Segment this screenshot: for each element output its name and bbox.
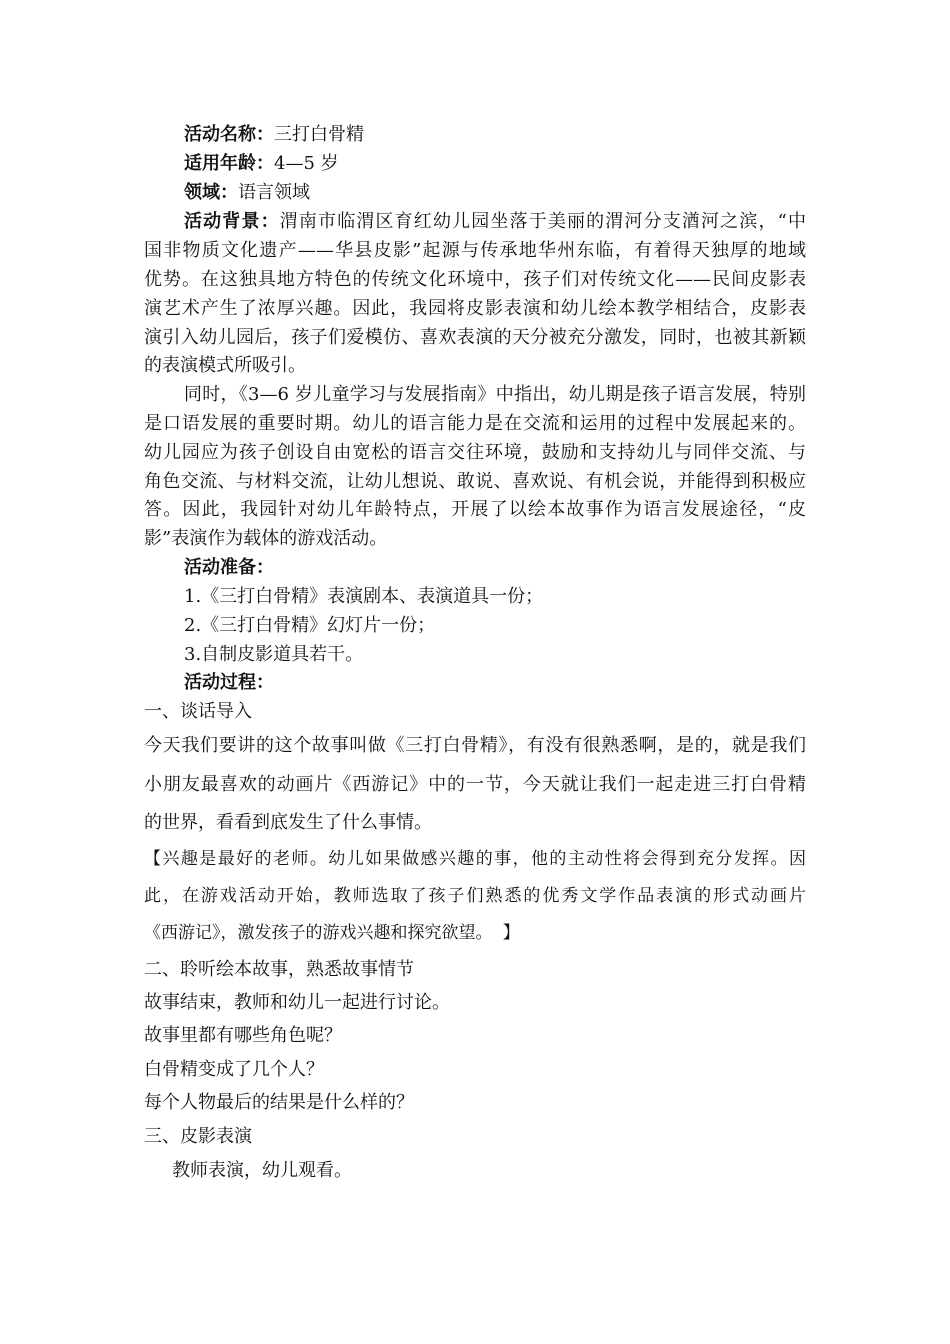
background-text: 渭南市临渭区育红幼儿园坐落于美丽的渭河分支湭河之滨，“中 bbox=[279, 211, 806, 232]
prep-item-1: 1.《三打白骨精》表演剧本、表演道具一份； bbox=[184, 586, 544, 607]
commentary-line-3: 《西游记》，激发孩子的游戏兴趣和探究欲望。 】 bbox=[144, 923, 520, 943]
prep-item-3: 3.自制皮影道具若干。 bbox=[184, 644, 364, 665]
prep-heading: 活动准备： bbox=[184, 557, 274, 578]
section-3-title: 三、皮影表演 bbox=[144, 1126, 252, 1147]
background-line-4: 演艺术产生了浓厚兴趣。因此，我园将皮影表演和幼儿绘本教学相结合，皮影表 bbox=[144, 298, 806, 319]
activity-name-label: 活动名称： bbox=[184, 124, 274, 145]
guideline-line-6: 影”表演作为载体的游戏活动。 bbox=[144, 528, 388, 549]
section-2-line-4: 每个人物最后的结果是什么样的？ bbox=[144, 1092, 414, 1113]
background-line-2: 国非物质文化遗产——华县皮影”起源与传承地华州东临，有着得天独厚的地域 bbox=[144, 240, 806, 261]
background-line-5: 演引入幼儿园后，孩子们爱模仿、喜欢表演的天分被充分激发，同时，也被其新颖 bbox=[144, 327, 806, 348]
guideline-line-3: 幼儿园应为孩子创设自由宽松的语言交往环境，鼓励和支持幼儿与同伴交流、与 bbox=[144, 442, 806, 463]
guideline-line-1: 同时，《3—6 岁儿童学习与发展指南》中指出，幼儿期是孩子语言发展，特别 bbox=[184, 384, 806, 405]
background-line-3: 优势。在这独具地方特色的传统文化环境中，孩子们对传统文化——民间皮影表 bbox=[144, 269, 806, 290]
prep-item-2: 2.《三打白骨精》幻灯片一份； bbox=[184, 615, 436, 636]
process-heading: 活动过程： bbox=[184, 672, 274, 693]
section-2-title: 二、聆听绘本故事，熟悉故事情节 bbox=[144, 959, 414, 980]
section-1-line-3: 的世界，看看到底发生了什么事情。 bbox=[144, 812, 432, 833]
guideline-line-5: 答。因此，我园针对幼儿年龄特点，开展了以绘本故事作为语言发展途径，“皮 bbox=[144, 499, 806, 520]
field-value: 语言领域 bbox=[238, 182, 310, 203]
age-label: 适用年龄： bbox=[184, 153, 274, 174]
commentary-line-1: 【兴趣是最好的老师。幼儿如果做感兴趣的事，他的主动性将会得到充分发挥。因 bbox=[144, 849, 806, 869]
section-3-line-1: 教师表演，幼儿观看。 bbox=[172, 1160, 352, 1181]
section-1-title: 一、谈话导入 bbox=[144, 701, 252, 722]
activity-name-line bbox=[184, 124, 364, 146]
background-label: 活动背景： bbox=[184, 211, 280, 232]
section-2-line-1: 故事结束，教师和幼儿一起进行讨论。 bbox=[144, 992, 450, 1013]
age-value: 4—5 岁 bbox=[274, 153, 339, 174]
section-2-line-2: 故事里都有哪些角色呢？ bbox=[144, 1025, 342, 1046]
field-line bbox=[184, 182, 310, 204]
commentary-line-2: 此，在游戏活动开始，教师选取了孩子们熟悉的优秀文学作品表演的形式动画片 bbox=[144, 886, 806, 906]
guideline-line-4: 角色交流、与材料交流，让幼儿想说、敢说、喜欢说、有机会说，并能得到积极应 bbox=[144, 471, 806, 492]
section-2-line-3: 白骨精变成了几个人？ bbox=[144, 1059, 324, 1080]
activity-name-value: 三打白骨精 bbox=[274, 124, 364, 145]
background-line-6: 的表演模式所吸引。 bbox=[144, 355, 306, 376]
guideline-line-2: 是口语发展的重要时期。幼儿的语言能力是在交流和运用的过程中发展起来的。 bbox=[144, 413, 806, 434]
age-line bbox=[184, 153, 339, 175]
background-line-1 bbox=[184, 211, 806, 233]
section-1-line-1: 今天我们要讲的这个故事叫做《三打白骨精》，有没有很熟悉啊，是的，就是我们 bbox=[144, 735, 806, 756]
section-1-line-2: 小朋友最喜欢的动画片《西游记》中的一节，今天就让我们一起走进三打白骨精 bbox=[144, 774, 806, 795]
field-label: 领域： bbox=[184, 182, 238, 203]
